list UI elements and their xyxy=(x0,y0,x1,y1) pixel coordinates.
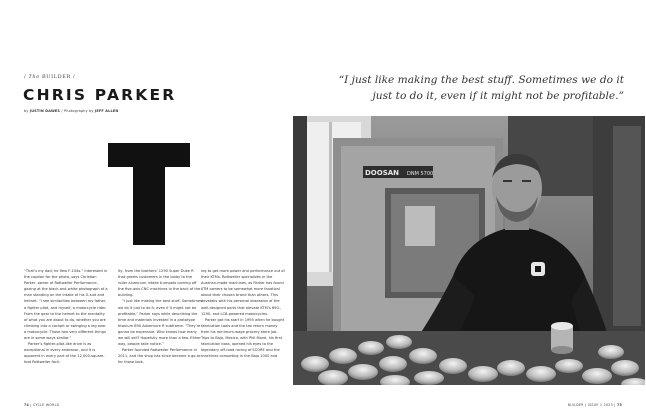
page-number-right: 75 xyxy=(616,403,622,407)
byline-photo-label: / Photography by xyxy=(61,109,94,113)
paragraph: “That’s my dad; he flew F-104s.” Interested in the caption for the photo, says Christian Parker, owner of Rottweiler Performance, gazing at the black-and-white photograph of a man standing on the intake of his G-suit and helmet. “I see similarities between my father, a fighter pilot, and myself, a motorcycle rider. From the gear to the helmet to the mentality of what you are about to do, whether you are climbing into a cockpit or swinging a leg over a motorcycle. Those two very different things are in some ways similar.” xyxy=(24,269,108,341)
machine-model: DNM 5700 xyxy=(407,171,434,177)
paragraph: Parker’s fighter-pilot-like drive is as exceptional in every endeavor, and it is apparent in every part of the 12,000-square-foot Rottweiler facil- xyxy=(24,342,105,365)
drop-cap-bar xyxy=(108,143,190,167)
photo-illustration xyxy=(293,116,645,385)
byline-author: JUSTIN DAWES xyxy=(29,109,61,113)
byline-by: by xyxy=(24,109,29,113)
kicker-label: The xyxy=(28,74,40,80)
page-number-left: 74 xyxy=(24,403,30,407)
drop-cap xyxy=(108,143,190,245)
folio-right: BUILDER | ISSUE 1 2023 | 75 xyxy=(567,403,622,407)
paragraph: Parker founded Rottweiler Performance in 2011, and the shop has since become a go-to for those look- xyxy=(118,348,201,365)
portrait-photo xyxy=(293,116,645,385)
paragraph: ity, from the brothers’ 1290 Super Duke R that greets customers in the lobby to the roller aluminum intake trumpets coming off the five-axis CNC machines in the back of the building. xyxy=(118,269,201,298)
folio-left: 74 | CYCLE WORLD xyxy=(24,403,60,407)
paragraph: Parker got his start in 1995 when he bought fabrication tools and the tax return money from his minimum-wage grocery store job. Trips to Baja, Mexico, with Phil Morel, his first fabrication boss, opened his eyes to the legendary off-road racing of SCORE and the machines competing in the Baja 1000 and xyxy=(201,317,285,359)
body-column-3 xyxy=(201,268,285,390)
folio-section: BUILDER xyxy=(567,403,584,407)
byline-photographer: JEFF ALLEN xyxy=(94,109,119,113)
machine-brand: DOOSAN xyxy=(365,169,400,177)
body-column-1 xyxy=(24,268,108,390)
pull-quote: “I just like making the best stuff. Sometimes we do it just to do it, even if it might not be profitable.” xyxy=(338,74,624,102)
folio-issue: ISSUE 1 2023 xyxy=(587,403,613,407)
magazine-name: CYCLE WORLD xyxy=(33,403,60,407)
drop-cap-stem xyxy=(133,167,165,245)
paragraph: “I just like making the best stuff. Sometimes we do it just to do it, even if it might not be profitable,” Parker says while describing the time and materials invested in a prototype titanium 890 Adventure R subframe. “They’re gonna be expensive. Who knows how many we will sell? Hopefully more than a few. Either way, people take notice.” xyxy=(118,299,202,347)
paragraph: ing to get more power and performance out of their KTMs. Rottweiler specializes in the Austrian-made machines, as Parker has found KTM owners to be somewhat more fanatical about their chosen brand than others. This dovetails with his personal obsession of the well-designed parts that elevate KTM’s 690-, 1290- and LC8-powered motorcycles. xyxy=(201,269,285,316)
section-kicker: / The BUILDER / xyxy=(24,74,76,80)
byline xyxy=(24,109,118,113)
kicker-word: BUILDER xyxy=(42,74,71,80)
body-column-2 xyxy=(118,268,202,390)
article-title: CHRIS PARKER xyxy=(23,86,177,104)
